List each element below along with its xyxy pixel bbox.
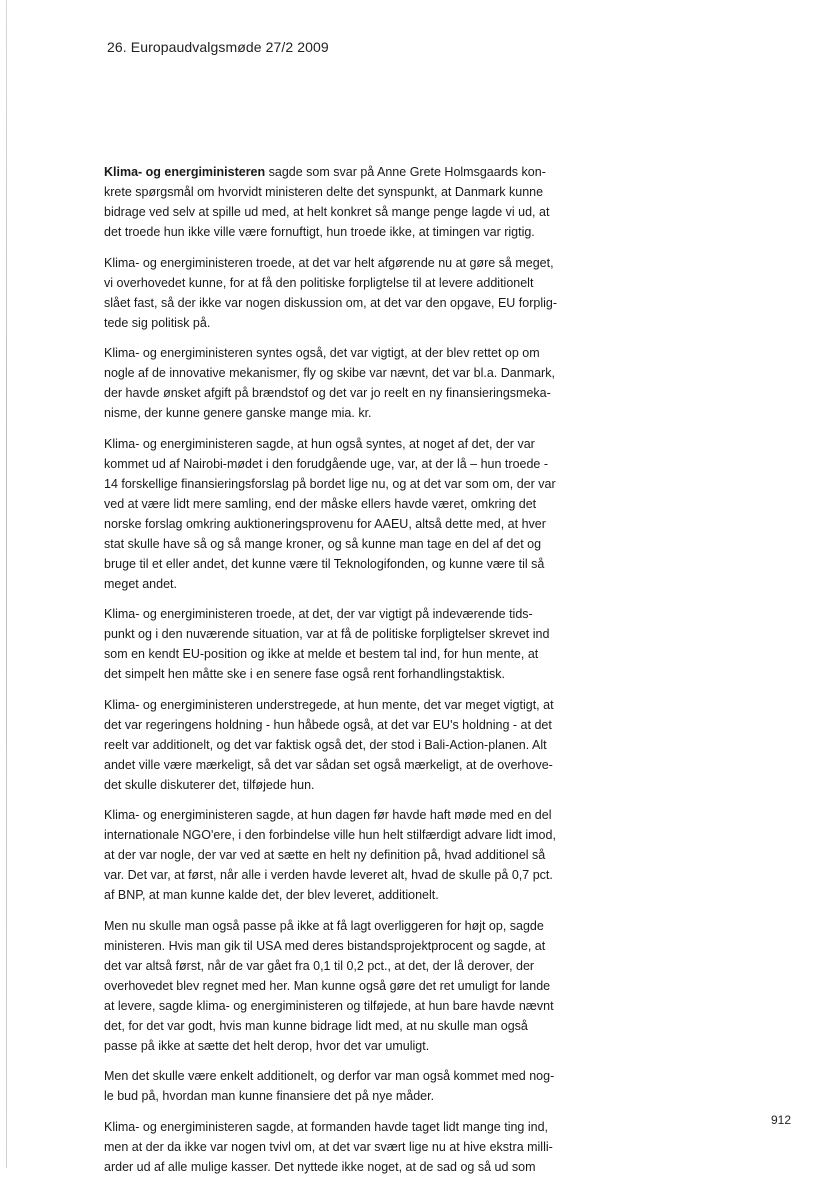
paragraph-7 <box>104 805 589 905</box>
paragraph-3 <box>104 343 589 423</box>
text-line: kommet ud af Nairobi-mødet i den forudgående uge, var, at der lå – hun troede - <box>104 456 549 471</box>
text-line: nogle af de innovative mekanismer, fly og skibe var nævnt, det var bl.a. Danmark, <box>104 366 555 380</box>
text-line: Klima- og energiministeren sagde, at formanden havde taget lidt mange ting ind, <box>104 1119 549 1134</box>
text-line: ved at være lidt mere samling, end der måske ellers havde været, omkring det <box>104 496 537 511</box>
text-line: der havde ønsket afgift på brændstof og det var jo reelt en ny finansieringsmeka- <box>104 386 551 400</box>
text-line: Klima- og energiministeren understregede, at hun mente, det var meget vigtigt, at <box>104 697 554 712</box>
text-line: Men det skulle være enkelt additionelt, og derfor var man også kommet med nog- <box>104 1069 555 1083</box>
text-line: som en kendt EU-position og ikke at melde et bestem tal ind, for hun mente, at <box>104 647 539 661</box>
text-line: krete spørgsmål om hvorvidt ministeren delte det synspunkt, at Danmark kunne <box>104 185 544 199</box>
text-line: overhovedet blev regnet med her. Man kunne også gøre det ret umuligt for lande <box>104 978 551 993</box>
page-header: 26. Europaudvalgsmøde 27/2 2009 <box>107 39 329 55</box>
text-line: ministeren. Hvis man gik til USA med deres bistandsprojektprocent og sagde, at <box>104 938 546 953</box>
text-line: det var regeringens holdning - hun håbede også, at det var EU's holdning - at det <box>104 717 552 732</box>
scan-edge <box>6 0 7 1168</box>
paragraph-8 <box>104 916 589 1056</box>
text-line: punkt og i den nuværende situation, var at få de politiske forpligtelser skrevet ind <box>104 627 550 641</box>
text-line: var. Det var, at først, når alle i verden havde leveret alt, hvad de skulle på 0,7 pct. <box>104 868 553 882</box>
paragraph-2 <box>104 253 589 333</box>
paragraph-9 <box>104 1066 589 1106</box>
text-line: at levere, sagde klima- og energiministeren og tilføjede, at hun bare havde nævnt <box>104 998 554 1013</box>
text-line: det troede hun ikke ville være fornuftigt, hun troede ikke, at timingen var rigtig. <box>104 225 535 239</box>
text-line: det simpelt hen måtte ske i en senere fase også rent forhandlingstaktisk. <box>104 667 505 681</box>
text-line: det skulle diskuterer det, tilføjede hun. <box>104 777 315 792</box>
paragraph-1 <box>104 162 589 242</box>
text-line: passe på ikke at sætte det helt derop, hvor det var umuligt. <box>104 1038 430 1053</box>
text-line: Klima- og energiministeren sagde som svar på Anne Grete Holmsgaards kon- <box>104 165 546 179</box>
text-line: at der var nogle, der var ved at sætte en helt ny definition på, hvad additionel så <box>104 848 546 862</box>
text-line: tede sig politisk på. <box>104 315 211 330</box>
text-line: reelt var additionelt, og det var faktisk også det, der stod i Bali-Action-planen. Alt <box>104 737 547 752</box>
speaker-lead: Klima- og energiministeren <box>104 165 266 179</box>
text-line: Klima- og energiministeren syntes også, det var vigtigt, at der blev rettet op om <box>104 346 540 360</box>
text-line: slået fast, så der ikke var nogen diskussion om, at det var den opgave, EU forplig- <box>104 295 558 310</box>
text-line: Klima- og energiministeren sagde, at hun dagen før havde haft møde med en del <box>104 808 552 822</box>
text-line: le bud på, hvordan man kunne finansiere det på nye måder. <box>104 1089 435 1103</box>
text-line: men at der da ikke var nogen tvivl om, at det var svært lige nu at hive ekstra milli- <box>104 1139 553 1154</box>
minutes-body <box>104 162 589 1187</box>
page-number: 912 <box>771 1113 792 1127</box>
text-line: det, for det var godt, hvis man kunne bidrage lidt med, at nu skulle man også <box>104 1018 528 1033</box>
text-line: stat skulle have så og så mange kroner, og så kunne man tage en del af det og <box>104 536 542 551</box>
text-line: andet ville være mærkeligt, så det var sådan set også mærkeligt, at de overhove- <box>104 757 553 772</box>
text-line: arder ud af alle mulige kasser. Det nyttede ikke noget, at de sad og så ud som <box>104 1159 536 1174</box>
text-line: vi overhovedet kunne, for at få den politiske forpligtelse til at levere additionelt <box>104 275 534 290</box>
text-line: bidrage ved selv at spille ud med, at helt konkret så mange penge lagde vi ud, at <box>104 205 550 219</box>
text-line: internationale NGO'ere, i den forbindelse ville hun helt stilfærdigt advare lidt imod, <box>104 828 556 842</box>
paragraph-5 <box>104 604 589 684</box>
text-line: 14 forskellige finansieringsforslag på bordet lige nu, og at det var som om, der var <box>104 476 556 491</box>
text-line: meget andet. <box>104 576 177 591</box>
text-line: Klima- og energiministeren troede, at det, der var vigtigt på indeværende tids- <box>104 607 533 621</box>
text-line: Klima- og energiministeren sagde, at hun også syntes, at noget af det, der var <box>104 436 535 451</box>
text-line: Men nu skulle man også passe på ikke at få lagt overliggeren for højt op, sagde <box>104 918 544 933</box>
text-line: af BNP, at man kunne kalde det, der blev leveret, additionelt. <box>104 888 439 902</box>
paragraph-6 <box>104 695 589 795</box>
text-line: det var altså først, når de var gået fra 0,1 til 0,2 pct., at det, der lå derover, der <box>104 958 535 973</box>
text-line: Klima- og energiministeren troede, at det var helt afgørende nu at gøre så meget, <box>104 255 554 270</box>
paragraph-4 <box>104 434 589 594</box>
text-line: nisme, der kunne genere ganske mange mia. kr. <box>104 406 372 420</box>
text-line: norske forslag omkring auktioneringsprovenu for AAEU, altså dette med, at hver <box>104 516 546 531</box>
text-line: bruge til et eller andet, det kunne være til Teknologifonden, og kunne være til så <box>104 556 545 571</box>
